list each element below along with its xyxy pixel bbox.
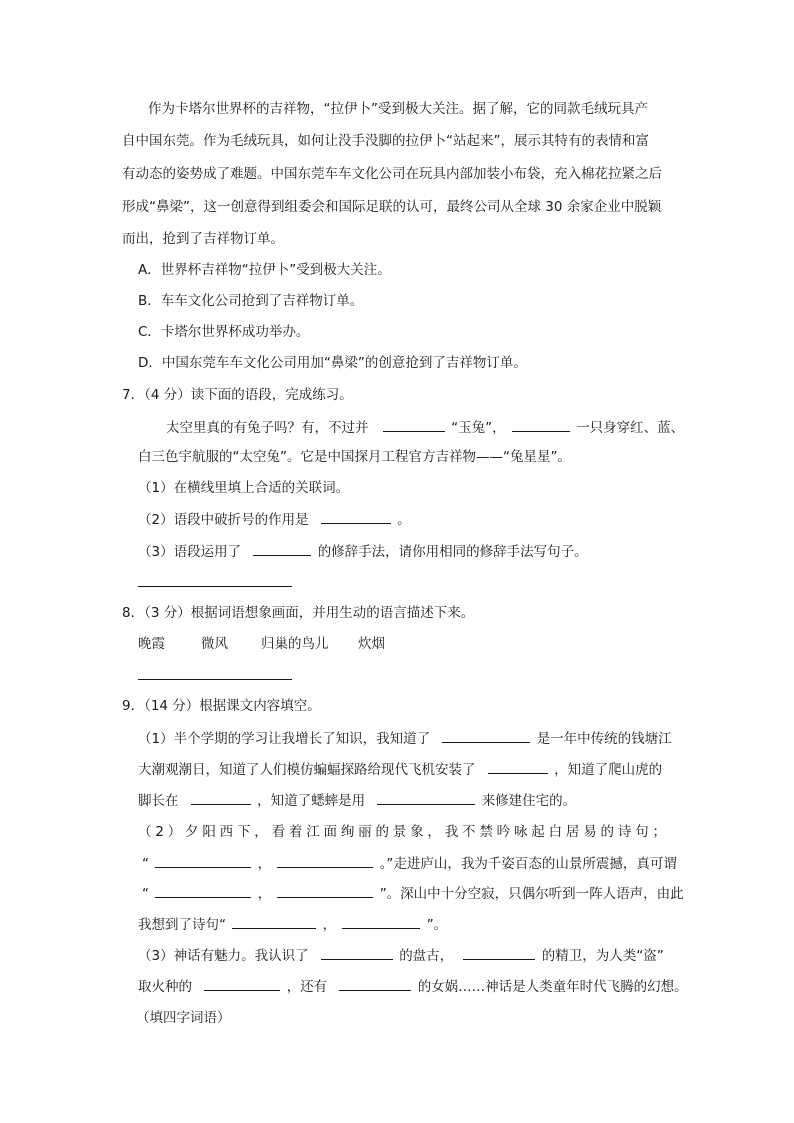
q9-s2-line-3 <box>142 883 684 903</box>
q7-sub2-end: 。 <box>397 512 411 528</box>
q9-text: 来修建住宅的。 <box>481 793 577 809</box>
q9-text: 。”走进庐山，我为千姿百态的山景所震撼，真可谓 <box>379 856 677 872</box>
q9-text: ， <box>322 917 337 933</box>
passage-line: 自中国东莞。作为毛绒玩具，如何让没手没脚的拉伊卜“站起来”，展示其特有的表情和富 <box>122 133 649 149</box>
q9-text: ”。深山中十分空寂，只偶尔听到一阵人语声，由此 <box>379 886 684 902</box>
q9-text: ，知道了爬山虎的 <box>554 762 663 778</box>
q9-text: ， <box>257 856 272 872</box>
q9-s2-line-2 <box>142 853 677 873</box>
q9-text: ，还有 <box>286 979 328 995</box>
q9-blank[interactable] <box>339 976 411 991</box>
q9-blank[interactable] <box>442 728 530 743</box>
q9-s1-line-3 <box>138 790 576 810</box>
q7-text: 太空里真的有兔子吗？有，不过并 <box>166 420 369 436</box>
q7-sub-1: （1）在横线里填上合适的关联词。 <box>138 480 350 496</box>
q8-answer-line[interactable] <box>138 679 292 680</box>
q9-text: 取火种的 <box>138 979 192 995</box>
q9-blank[interactable] <box>342 914 420 929</box>
question-7-title: 7．（4 分）读下面的语段，完成练习。 <box>122 387 353 403</box>
q9-text: 的盘古， <box>399 948 454 964</box>
q9-text: ， <box>257 886 272 902</box>
q8-word: 归巢的鸟儿 <box>261 636 329 652</box>
q9-s1-line-1 <box>138 728 672 748</box>
q7-blank-2[interactable] <box>512 417 570 432</box>
q7-sub3-blank[interactable] <box>253 541 311 556</box>
q8-word: 微风 <box>201 636 228 652</box>
q9-text: ”。 <box>426 917 448 933</box>
q7-text: 一只身穿红、蓝、 <box>576 420 685 436</box>
q7-passage-line-1 <box>166 417 684 437</box>
passage-line: 有动态的姿势成了难题。中国东莞车车文化公司在玩具内部加装小布袋，充入棉花拉紧之后 <box>122 166 662 182</box>
option-d[interactable]: D．中国东莞车车文化公司用加“鼻梁”的创意抢到了吉祥物订单。 <box>138 355 527 371</box>
passage-line: 作为卡塔尔世界杯的吉祥物，“拉伊卜”受到极大关注。据了解，它的同款毛绒玩具产 <box>148 101 648 117</box>
q9-s3-line-1 <box>138 945 664 965</box>
q7-sub-3 <box>138 541 588 561</box>
q7-passage-line-2: 白三色宇航服的“太空兔”。它是中国探月工程官方吉祥物——“兔星星”。 <box>138 449 571 465</box>
option-c[interactable]: C．卡塔尔世界杯成功举办。 <box>138 324 310 340</box>
q9-blank[interactable] <box>277 883 373 898</box>
q9-s1-line-2 <box>138 759 662 779</box>
q9-text: 是一年中传统的钱塘江 <box>536 731 672 747</box>
question-9-title: 9．（14 分）根据课文内容填空。 <box>122 698 321 714</box>
passage-line: 而出，抢到了吉祥物订单。 <box>122 231 284 247</box>
q9-text: 我想到了诗句“ <box>138 917 226 933</box>
passage-line: 形成“鼻梁”，这一创意得到组委会和国际足联的认可，最终公司从全球 30 余家企业中脱颖 <box>122 199 662 215</box>
q9-text: （3）神话有魅力。我认识了 <box>138 948 309 964</box>
q9-text: 脚长在 <box>138 793 179 809</box>
q9-blank[interactable] <box>277 853 373 868</box>
option-b[interactable]: B．车车文化公司抢到了吉祥物订单。 <box>138 293 364 309</box>
q7-sub3-end: 的修辞手法，请你用相同的修辞手法写句子。 <box>317 544 588 560</box>
q7-sub3-text: （3）语段运用了 <box>138 544 242 560</box>
q7-answer-line[interactable] <box>138 586 292 587</box>
q9-text: “ <box>142 886 149 902</box>
q9-s2-line-4 <box>138 914 447 934</box>
q9-blank[interactable] <box>321 945 393 960</box>
q9-s2-line-1: （2）夕阳西下，看着江面绚丽的景象，我不禁吟咏起白居易的诗句； <box>138 824 666 840</box>
q9-text: （1）半个学期的学习让我增长了知识，我知道了 <box>138 731 431 747</box>
q9-blank[interactable] <box>155 883 251 898</box>
q9-blank[interactable] <box>463 945 535 960</box>
q9-s3-note: （填四字词语） <box>136 1010 231 1026</box>
q8-word: 炊烟 <box>358 636 385 652</box>
q9-blank[interactable] <box>232 914 316 929</box>
q9-blank[interactable] <box>155 853 251 868</box>
q7-sub2-text: （2）语段中破折号的作用是 <box>138 512 309 528</box>
q9-text: 大潮观潮日，知道了人们模仿蝙蝠探路给现代飞机安装了 <box>138 762 476 778</box>
q7-text: “玉兔”， <box>451 420 506 436</box>
q9-s3-line-2 <box>138 976 688 996</box>
q9-blank[interactable] <box>488 759 548 774</box>
question-8-title: 8．（3 分）根据词语想象画面，并用生动的语言描述下来。 <box>122 605 475 621</box>
q7-blank-1[interactable] <box>383 417 445 432</box>
q9-text: 的女娲……神话是人类童年时代飞腾的幻想。 <box>417 979 688 995</box>
q9-blank[interactable] <box>204 976 280 991</box>
q9-text: 的精卫，为人类“盗” <box>541 948 664 964</box>
q8-word: 晚霞 <box>138 636 165 652</box>
q9-blank[interactable] <box>191 790 251 805</box>
q9-text: ，知道了蟋蟀是用 <box>257 793 366 809</box>
q9-blank[interactable] <box>377 790 475 805</box>
q7-sub2-blank[interactable] <box>321 509 391 524</box>
option-a[interactable]: A．世界杯吉祥物“拉伊卜”受到极大关注。 <box>138 262 391 278</box>
q7-sub-2 <box>138 509 411 529</box>
q9-text: “ <box>142 856 149 872</box>
